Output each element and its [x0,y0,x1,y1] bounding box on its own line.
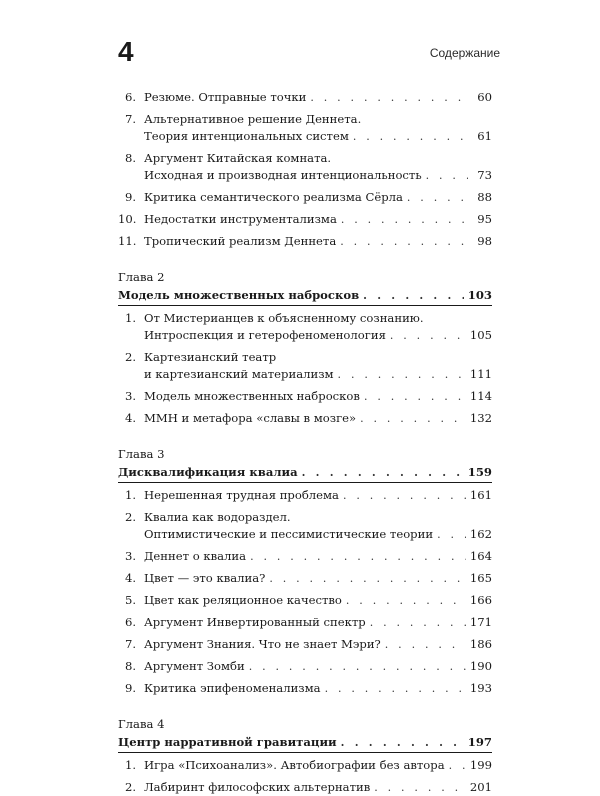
toc-page-number: 105 [469,328,492,342]
dot-leader [340,233,468,250]
toc-item-line: От Мистерианцев к объясненному сознанию. [144,311,424,325]
chapter-label: Глава 4 [118,717,165,731]
toc-page-number: 193 [469,681,492,695]
toc-page-number: 165 [469,571,492,585]
toc-item-last-line [144,636,492,653]
toc-item-text: Аргумент Знания. Что не знает Мэри? [144,637,381,651]
toc-item-text: Лабиринт философских альтернатив [144,780,371,794]
toc-page-number: 171 [469,615,492,629]
toc-item-line: Картезианский театр [144,350,277,364]
toc-item-body [144,111,492,145]
toc-item-text: Интроспекция и гетерофеноменология [144,328,386,342]
chapter-divider [118,482,492,483]
toc-item-number: 4. [124,571,136,585]
toc-item-last-line [144,592,492,609]
toc-item-last-line [144,614,492,631]
toc-item[interactable] [118,310,492,344]
dot-leader [437,526,466,543]
toc-page-number: 98 [477,234,492,248]
toc-item-number: 3. [124,549,136,563]
toc-item-body [144,410,492,427]
toc-page-number: 159 [467,465,492,479]
toc-page-number: 197 [467,735,492,749]
toc-item[interactable] [118,211,492,228]
toc-item-number: 2. [124,510,136,524]
dot-leader [449,757,466,774]
chapter-label: Глава 2 [118,270,165,284]
dot-leader [343,487,466,504]
toc-item-text: Теория интенциональных систем [144,129,349,143]
toc-item-text: Резюме. Отправные точки [144,90,307,104]
toc-item[interactable] [118,349,492,383]
toc-item-number: 9. [124,681,136,695]
toc-item[interactable] [118,388,492,405]
toc-item-last-line [144,526,492,543]
toc-item-body [144,211,492,228]
page-number: 4 [118,36,134,67]
toc-item-body [144,89,492,106]
toc-item[interactable] [118,509,492,543]
chapter-title: Дисквалификация квалиа [118,465,298,479]
toc-item[interactable] [118,89,492,106]
toc-item-last-line [144,658,492,675]
toc-item-number: 7. [124,637,136,651]
toc-page-number: 162 [469,527,492,541]
dot-leader [426,167,468,184]
toc-item-last-line [144,410,492,427]
toc-item-body [144,658,492,675]
toc-item-text: Критика семантического реализма Сёрла [144,190,403,204]
toc-page-number: 201 [469,780,492,794]
toc-item[interactable] [118,410,492,427]
toc-item-last-line [144,487,492,504]
dot-leader [363,287,464,304]
toc-item-last-line [144,327,492,344]
chapter-title-body [118,734,492,751]
dot-leader [338,366,466,383]
toc-item-text: Нерешенная трудная проблема [144,488,339,502]
toc-item-body [144,310,492,344]
dot-leader [325,680,466,697]
toc-item-text: Игра «Психоанализ». Автобиографии без автора [144,758,445,772]
toc-item-number: 8. [124,151,136,165]
toc-item-last-line [144,233,492,250]
toc-item-body [144,189,492,206]
toc-item-number: 2. [124,350,136,364]
toc-item[interactable] [118,487,492,504]
toc-item-last-line [144,757,492,774]
toc-item-last-line [144,548,492,565]
toc-item-number: 1. [124,488,136,502]
toc-item[interactable] [118,150,492,184]
dot-leader [390,327,466,344]
chapter-title: Модель множественных набросков [118,288,360,302]
toc-item-number: 10. [118,212,137,226]
toc-item-body [144,349,492,383]
dot-leader [310,89,468,106]
toc-item-last-line [144,680,492,697]
toc-item-text: Недостатки инструментализма [144,212,337,226]
toc-page-number: 166 [469,593,492,607]
dot-leader [269,570,466,587]
toc-item[interactable] [118,636,492,653]
chapter-title-entry[interactable] [118,464,492,481]
toc-page-number: 111 [469,367,492,381]
toc-item-number: 5. [124,593,136,607]
toc-item-number: 2. [124,780,136,794]
toc-item-number: 11. [118,234,137,248]
dot-leader [374,779,466,796]
toc-item-number: 9. [124,190,136,204]
toc-item-body [144,548,492,565]
toc-item-text: Тропический реализм Деннета [144,234,337,248]
toc-item-text: Критика эпифеноменализма [144,681,321,695]
toc-item-last-line [144,388,492,405]
toc-item-body [144,614,492,631]
chapter-title-entry[interactable] [118,287,492,304]
chapter-divider [118,752,492,753]
chapter-title-line [118,287,492,304]
chapter-title-line [118,734,492,751]
toc-item-body [144,487,492,504]
toc-item-body [144,636,492,653]
toc-item-number: 3. [124,389,136,403]
toc-item-last-line [144,167,492,184]
toc-item-number: 8. [124,659,136,673]
toc-item[interactable] [118,592,492,609]
toc-item[interactable] [118,233,492,250]
toc-item-last-line [144,570,492,587]
toc-item-text: Цвет — это квалиа? [144,571,266,585]
toc-page-number: 88 [477,190,492,204]
toc-item-last-line [144,128,492,145]
dot-leader [370,614,466,631]
toc-item-text: Исходная и производная интенциональность [144,168,422,182]
dot-leader [407,189,468,206]
toc-item[interactable] [118,757,492,774]
toc-page-number: 199 [469,758,492,772]
chapter-title-entry[interactable] [118,734,492,751]
toc-page-number: 61 [477,129,492,143]
toc-page-number: 114 [469,389,492,403]
toc-item-body [144,233,492,250]
toc-item-body [144,150,492,184]
toc-item-line: Альтернативное решение Деннета. [144,112,362,126]
toc-page-number: 95 [477,212,492,226]
toc-item-body [144,779,492,796]
chapter-title: Центр нарративной гравитации [118,735,337,749]
chapter-label: Глава 3 [118,447,165,461]
toc-item-number: 1. [124,758,136,772]
dot-leader [364,388,466,405]
toc-item-number: 6. [124,90,136,104]
toc-item-text: Аргумент Зомби [144,659,245,673]
toc-page-number: 161 [469,488,492,502]
toc-item-body [144,680,492,697]
toc-item-line: Аргумент Китайская комната. [144,151,332,165]
toc-item-text: Цвет как реляционное качество [144,593,342,607]
toc-item[interactable] [118,111,492,145]
toc-item-number: 4. [124,411,136,425]
toc-item[interactable] [118,779,492,796]
toc-item-last-line [144,779,492,796]
toc-page-number: 103 [467,288,492,302]
dot-leader [250,548,466,565]
toc-item-body [144,509,492,543]
chapter-divider [118,305,492,306]
dot-leader [341,734,464,751]
toc-item-number: 1. [124,311,136,325]
dot-leader [353,128,468,145]
toc-item[interactable] [118,680,492,697]
toc-item[interactable] [118,570,492,587]
chapter-title-body [118,287,492,304]
toc-page-number: 60 [477,90,492,104]
toc-page-number: 73 [477,168,492,182]
dot-leader [346,592,466,609]
toc-item[interactable] [118,189,492,206]
dot-leader [249,658,466,675]
toc-item-last-line [144,89,492,106]
toc-item[interactable] [118,548,492,565]
toc-item-last-line [144,211,492,228]
toc-item-text: ММН и метафора «славы в мозге» [144,411,357,425]
toc-page-number: 190 [469,659,492,673]
toc-item-text: Аргумент Инвертированный спектр [144,615,366,629]
toc-item-text: Деннет о квалиа [144,549,247,563]
toc-item-last-line [144,189,492,206]
toc-item-text: Оптимистические и пессимистические теории [144,527,434,541]
toc-item-line: Квалиа как водораздел. [144,510,291,524]
running-head: Содержание [429,46,500,60]
dot-leader [385,636,466,653]
dot-leader [360,410,466,427]
dot-leader [302,464,464,481]
toc-item-body [144,388,492,405]
chapter-title-line [118,464,492,481]
toc-item-number: 6. [124,615,136,629]
toc-item-text: Модель множественных набросков [144,389,360,403]
toc-item-body [144,757,492,774]
toc-item-last-line [144,366,492,383]
toc-item-number: 7. [124,112,136,126]
toc-page-number: 164 [469,549,492,563]
toc-item-body [144,570,492,587]
toc-item-body [144,592,492,609]
toc-item[interactable] [118,658,492,675]
toc-page-number: 186 [469,637,492,651]
toc-page-number: 132 [469,411,492,425]
toc-item[interactable] [118,614,492,631]
toc-item-text: и картезианский материализм [144,367,334,381]
chapter-title-body [118,464,492,481]
dot-leader [341,211,468,228]
